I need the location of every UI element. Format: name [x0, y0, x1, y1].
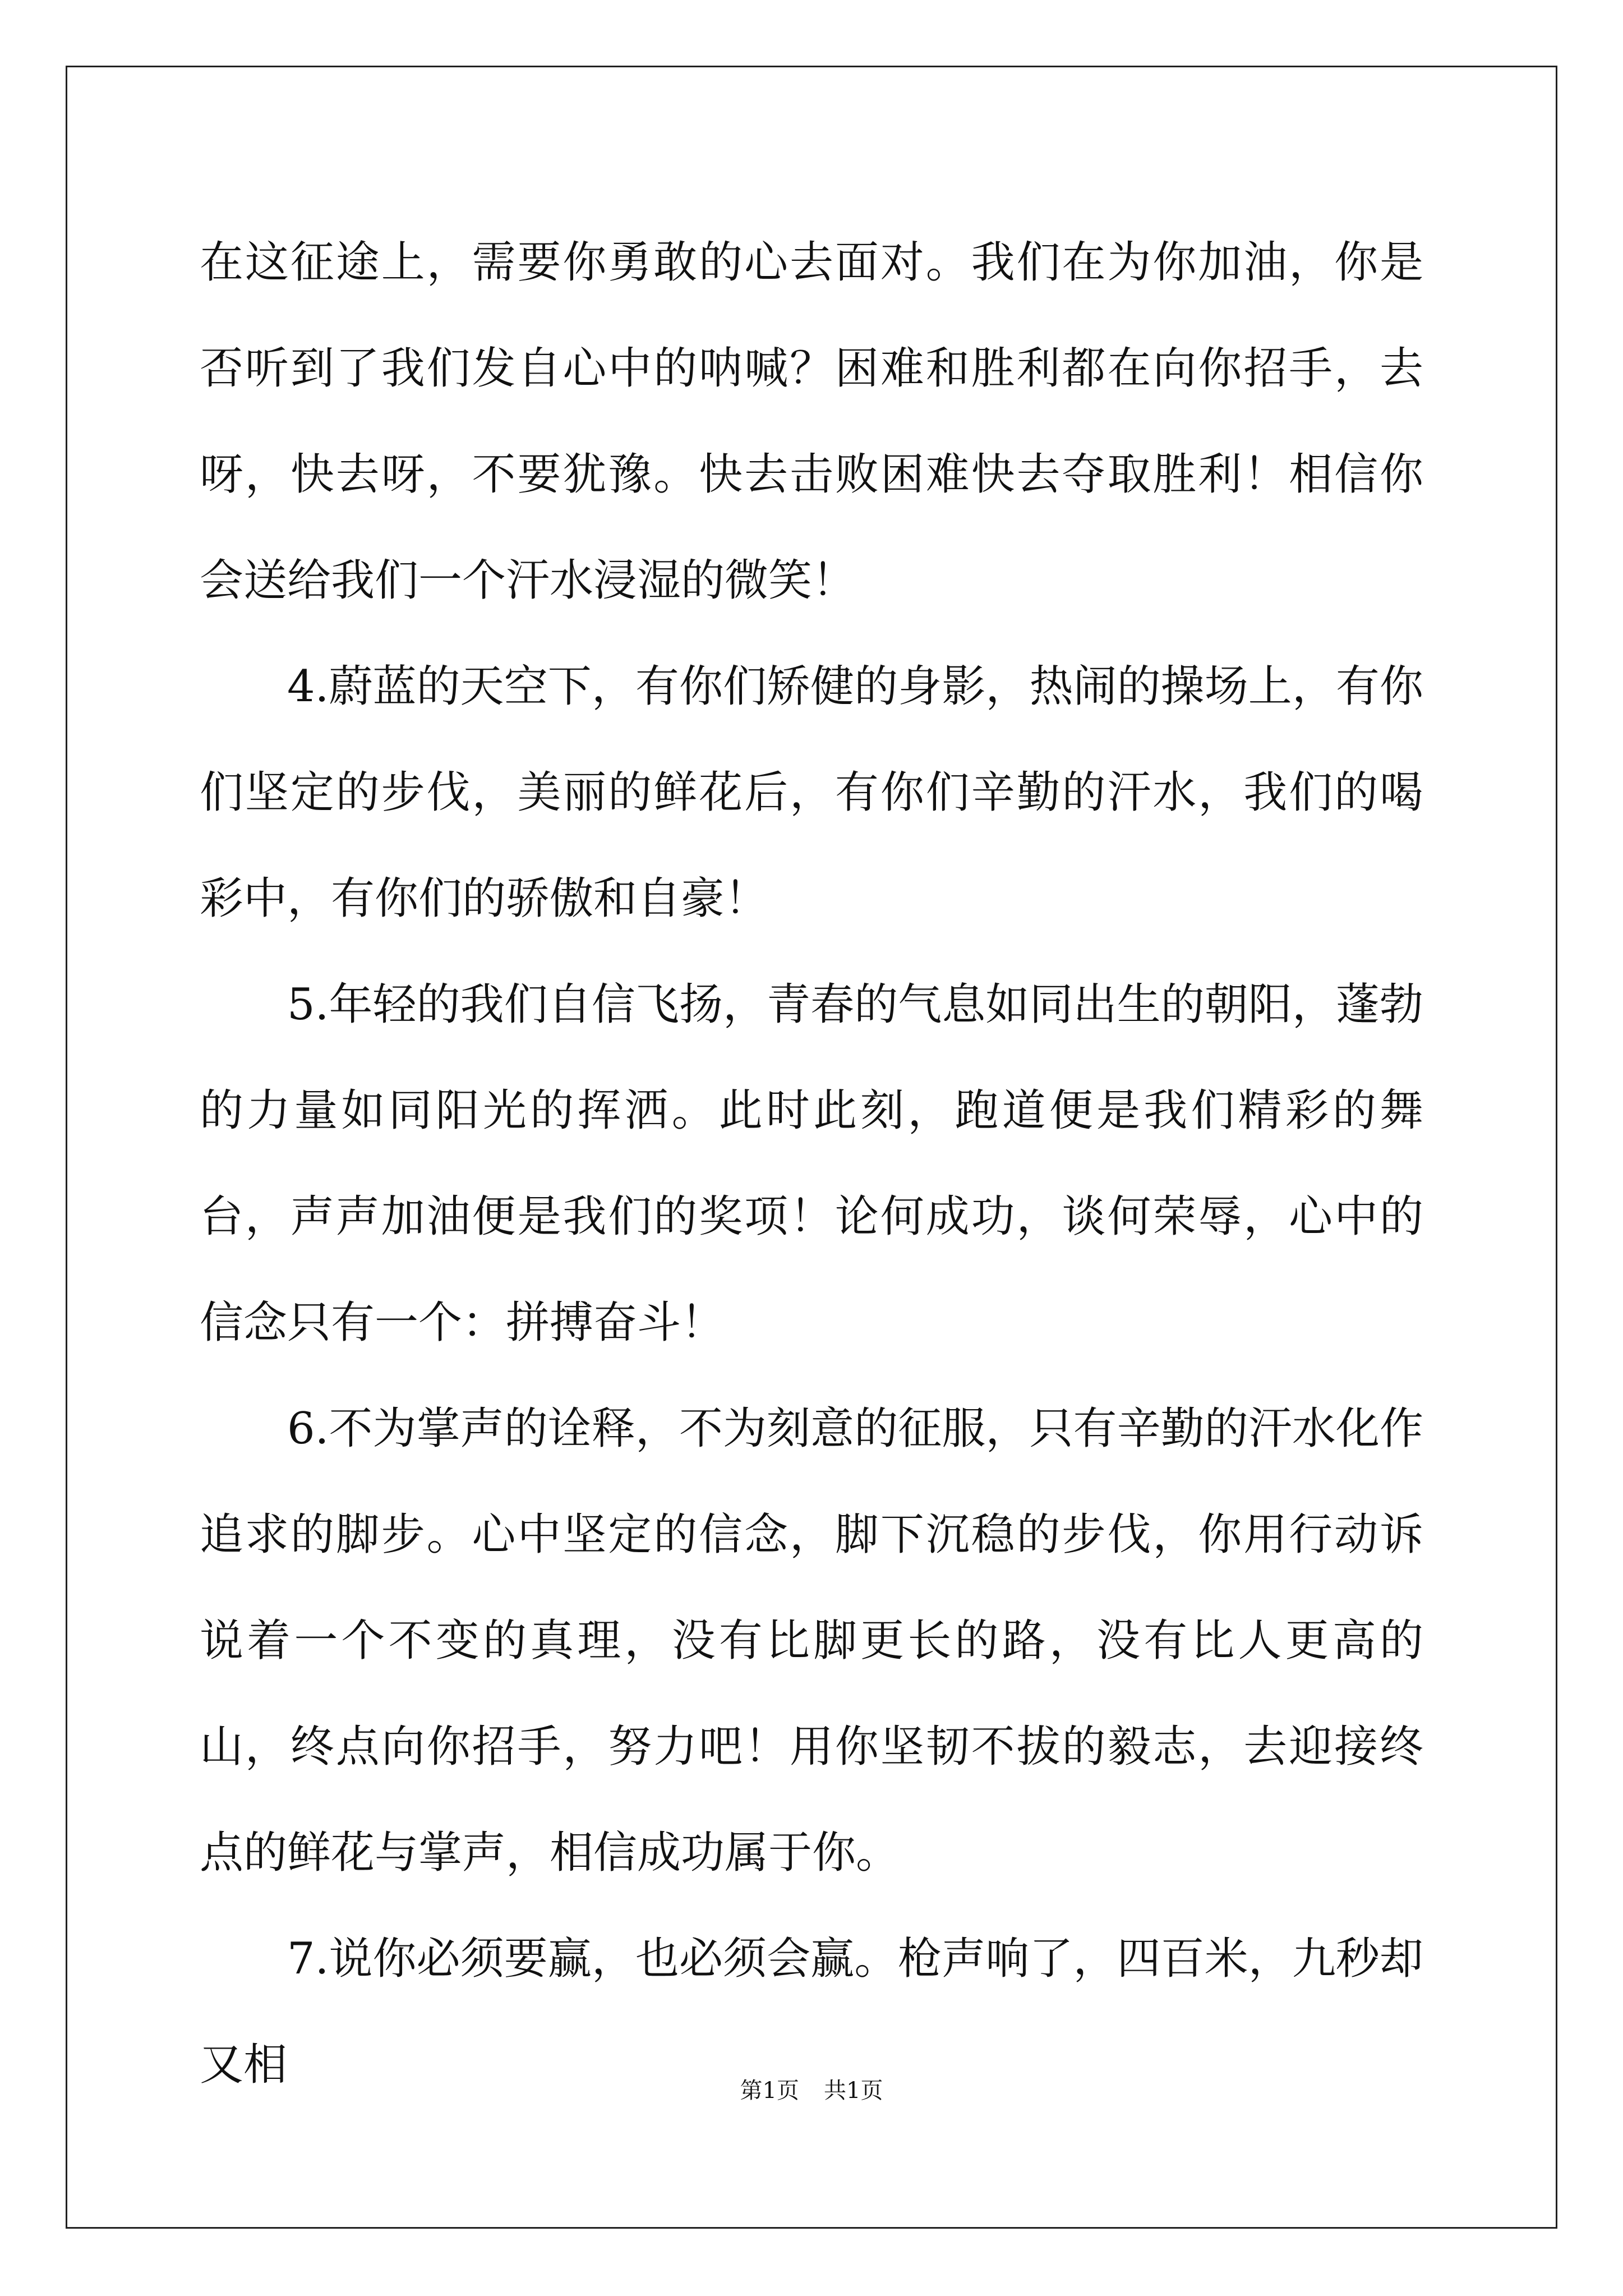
- paragraph-1: 在这征途上，需要你勇敢的心去面对。我们在为你加油，你是否听到了我们发自心中的呐喊？困难和胜利都在向你招手，去呀，快去呀，不要犹豫。快去击败困难快去夺取胜利！相信你会送给我们一个汗水浸湿的微笑！: [200, 237, 1423, 606]
- paragraph-4: 6.不为掌声的诠释，不为刻意的征服，只有辛勤的汗水化作追求的脚步。心中坚定的信念，脚下沉稳的步伐，你用行动诉说着一个不变的真理，没有比脚更长的路，没有比人更高的山，终点向你招手，努力吧！用你坚韧不拔的毅志，去迎接终点的鲜花与掌声，相信成功属于你。: [200, 1404, 1423, 1878]
- page-footer: [0, 2074, 1623, 2108]
- page-number-total: 共1页: [824, 2078, 883, 2104]
- paragraph-5: 7.说你必须要赢，也必须会赢。枪声响了，四百米，九秒却又相: [200, 1934, 1423, 2090]
- paragraph-3: 5.年轻的我们自信飞扬，青春的气息如同出生的朝阳，蓬勃的力量如同阳光的挥洒。此时此刻，跑道便是我们精彩的舞台，声声加油便是我们的奖项！论何成功，谈何荣辱，心中的信念只有一个：拼搏奋斗！: [200, 979, 1423, 1348]
- document-body: [200, 210, 1423, 2118]
- paragraph-2: 4.蔚蓝的天空下，有你们矫健的身影，热闹的操场上，有你们坚定的步伐，美丽的鲜花后，有你们辛勤的汗水，我们的喝彩中，有你们的骄傲和自豪！: [200, 661, 1423, 924]
- page-number-current: 第1页: [740, 2078, 799, 2104]
